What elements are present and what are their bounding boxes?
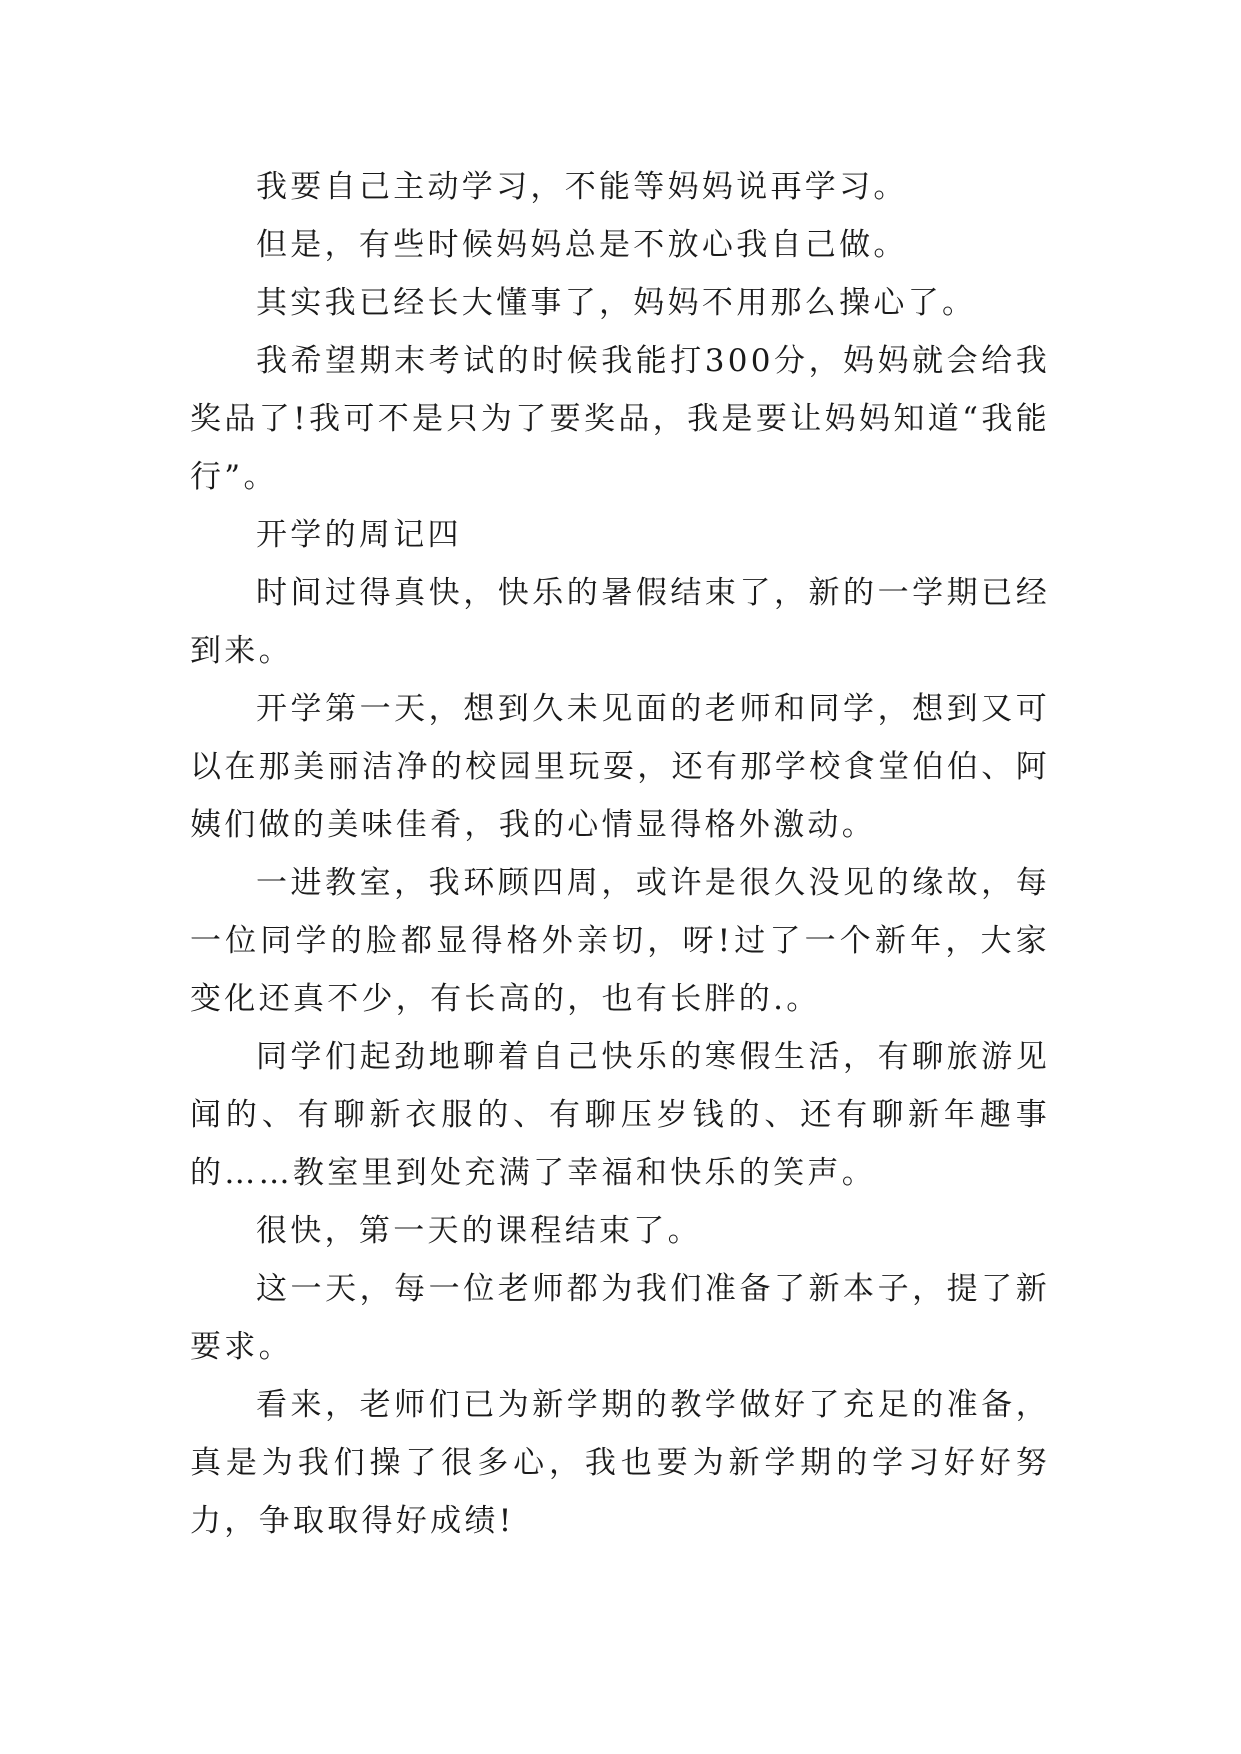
- paragraph: 开学第一天，想到久未见面的老师和同学，想到又可以在那美丽洁净的校园里玩耍，还有那学校食堂伯伯、阿姨们做的美味佳肴，我的心情显得格外激动。: [190, 691, 1050, 843]
- paragraph: 这一天，每一位老师都为我们准备了新本子，提了新要求。: [190, 1271, 1050, 1365]
- section-heading: 开学的周记四: [256, 517, 462, 553]
- paragraph: 同学们起劲地聊着自己快乐的寒假生活，有聊旅游见闻的、有聊新衣服的、有聊压岁钱的、还有聊新年趣事的……教室里到处充满了幸福和快乐的笑声。: [190, 1039, 1050, 1191]
- paragraph: 很快，第一天的课程结束了。: [256, 1213, 702, 1249]
- document-body: [190, 158, 1050, 1550]
- paragraph: 我要自己主动学习，不能等妈妈说再学习。: [256, 169, 908, 205]
- paragraph: 时间过得真快，快乐的暑假结束了，新的一学期已经到来。: [190, 575, 1050, 669]
- paragraph: 一进教室，我环顾四周，或许是很久没见的缘故，每一位同学的脸都显得格外亲切，呀!过了一个新年，大家变化还真不少，有长高的，也有长胖的.。: [190, 865, 1050, 1017]
- paragraph: 其实我已经长大懂事了，妈妈不用那么操心了。: [256, 285, 977, 321]
- paragraph: 我希望期末考试的时候我能打300分，妈妈就会给我奖品了!我可不是只为了要奖品，我是要让妈妈知道“我能行”。: [190, 343, 1050, 495]
- paragraph: 看来，老师们已为新学期的教学做好了充足的准备，真是为我们操了很多心，我也要为新学期的学习好好努力，争取取得好成绩!: [190, 1387, 1050, 1539]
- paragraph: 但是，有些时候妈妈总是不放心我自己做。: [256, 227, 908, 263]
